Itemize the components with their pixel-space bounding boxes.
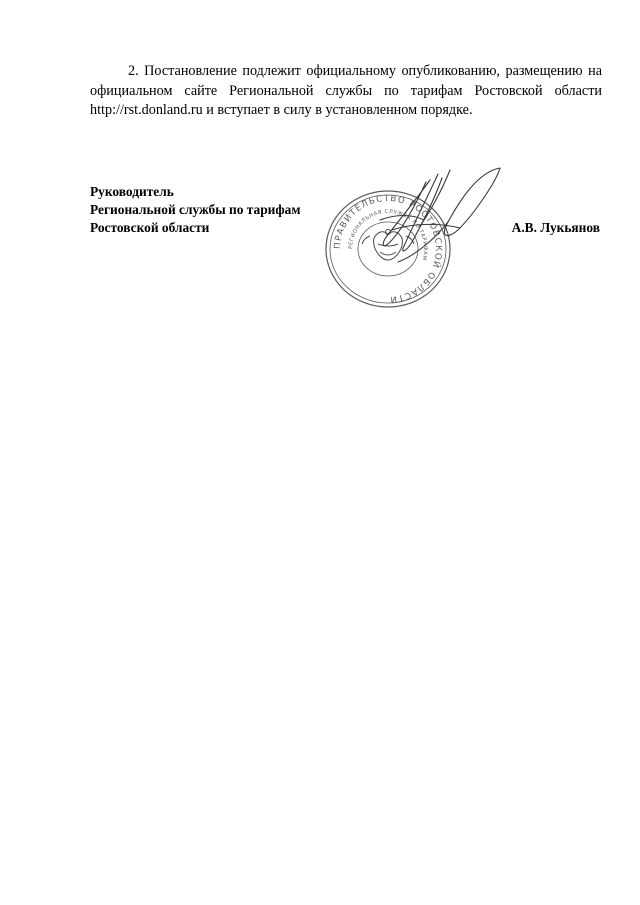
seal-inner-lettering: РЕГИОНАЛЬНАЯ СЛУЖБА ПО ТАРИФАМ bbox=[347, 208, 429, 262]
signatory-name: А.В. Лукьянов bbox=[511, 220, 600, 235]
handwritten-signature-icon bbox=[347, 160, 510, 280]
seal-outer-lettering: ПРАВИТЕЛЬСТВО РОСТОВСКОЙ ОБЛАСТИ bbox=[332, 193, 444, 305]
signatory-position-line-2: Региональной службы по тарифам bbox=[90, 202, 301, 217]
signatory-position-line-1: Руководитель bbox=[90, 184, 174, 199]
paragraph-publication-clause: 2. Постановление подлежит официальному опубликованию, размещению на официальном сайте Региональной службы по тарифам Ростовской области http://rst.donland.ru и вступает в силу в установленном порядке. bbox=[90, 63, 602, 118]
signatory-position-line-3: Ростовской области bbox=[90, 220, 210, 235]
